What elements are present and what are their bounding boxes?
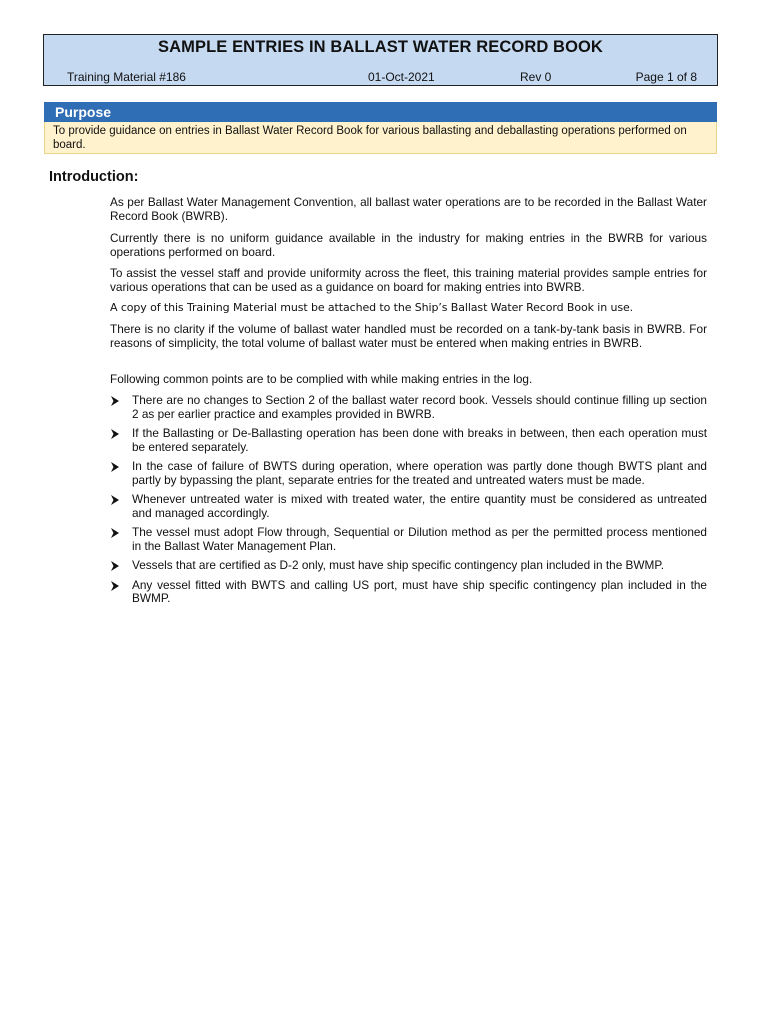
list-item [110,526,707,553]
intro-paragraph: To assist the vessel staff and provide uniformity across the fleet, this training material provides sample entries for various operations that can be used as a guidance on board for making entries into BWRB. [110,266,707,294]
arrow-bullet-icon [110,528,120,538]
introduction-heading: Introduction: [49,169,139,185]
intro-paragraph: There is no clarity if the volume of ballast water handled must be recorded on a tank-by-tank basis in BWRB. For reasons of simplicity, the total volume of ballast water must be entered when making entries in BWRB. [110,322,707,350]
document-title: SAMPLE ENTRIES IN BALLAST WATER RECORD BOOK [158,38,603,56]
bullet-text: There are no changes to Section 2 of the ballast water record book. Vessels should continue filling up section 2 as per earlier practice and examples provided in BWRB. [132,393,707,421]
bullet-list [110,394,707,612]
intro-paragraph: Currently there is no uniform guidance available in the industry for making entries in the BWRB for various operations performed on board. [110,231,707,259]
arrow-bullet-icon [110,581,120,591]
bullet-text: Any vessel fitted with BWTS and calling US port, must have ship specific contingency plan included in the BWMP. [132,577,707,605]
purpose-heading: Purpose [44,102,717,122]
arrow-bullet-icon [110,429,120,439]
bullet-text: Vessels that are certified as D-2 only, must have ship specific contingency plan included in the BWMP. [132,558,665,572]
document-header [43,34,718,86]
list-item [110,579,707,606]
list-item [110,427,707,454]
bullet-text: The vessel must adopt Flow through, Sequential or Dilution method as per the permitted process mentioned in the Ballast Water Management Plan. [132,525,707,553]
bullet-text: In the case of failure of BWTS during operation, where operation was partly done though BWTS plant and partly by bypassing the plant, separate entries for the treated and untreated waters must be made. [132,459,707,487]
bullet-text: Whenever untreated water is mixed with treated water, the entire quantity must be considered as untreated and managed accordingly. [132,492,707,520]
bullet-text: If the Ballasting or De-Ballasting operation has been done with breaks in between, then each operation must be entered separately. [132,426,707,454]
arrow-bullet-icon [110,495,120,505]
intro-paragraph: A copy of this Training Material must be attached to the Ship’s Ballast Water Record Book in use. [110,301,634,314]
list-item [110,493,707,520]
arrow-bullet-icon [110,396,120,406]
page-number: Page 1 of 8 [635,70,697,84]
training-material-number: Training Material #186 [67,70,186,84]
purpose-text: To provide guidance on entries in Ballast Water Record Book for various ballasting and deballasting operations performed on board. [44,122,717,154]
arrow-bullet-icon [110,462,120,472]
revision-label: Rev 0 [520,70,552,84]
document-date: 01-Oct-2021 [368,70,435,84]
intro-paragraph: Following common points are to be complied with while making entries in the log. [110,372,533,386]
list-item [110,394,707,421]
intro-paragraph: As per Ballast Water Management Convention, all ballast water operations are to be recorded in the Ballast Water Record Book (BWRB). [110,195,707,223]
arrow-bullet-icon [110,561,120,571]
list-item [110,559,707,573]
list-item [110,460,707,487]
